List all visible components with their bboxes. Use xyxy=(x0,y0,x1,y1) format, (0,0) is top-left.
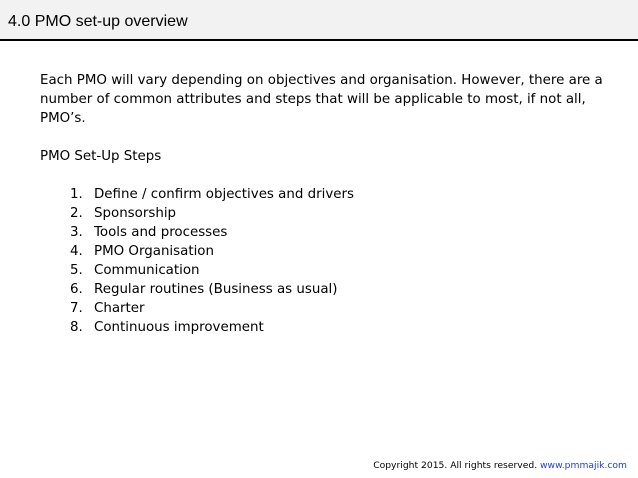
steps-list xyxy=(40,185,610,337)
slide-title: 4.0 PMO set-up overview xyxy=(8,13,188,30)
step-label: Continuous improvement xyxy=(94,320,264,335)
step-number: 3. xyxy=(70,225,83,240)
step-number: 5. xyxy=(70,263,83,278)
step-item xyxy=(40,261,610,280)
copyright-footer xyxy=(373,460,627,472)
step-number: 2. xyxy=(70,206,83,221)
step-label: Charter xyxy=(94,301,145,316)
copyright-text: Copyright 2015. All rights reserved. xyxy=(373,460,541,471)
step-label: Communication xyxy=(94,263,200,278)
step-item xyxy=(40,299,610,318)
step-label: Tools and processes xyxy=(94,225,228,240)
step-number: 1. xyxy=(70,187,83,202)
title-bar xyxy=(0,0,638,40)
step-item xyxy=(40,204,610,223)
step-number: 6. xyxy=(70,282,83,297)
step-label: PMO Organisation xyxy=(94,244,214,259)
steps-heading: PMO Set-Up Steps xyxy=(40,149,162,164)
step-item xyxy=(40,223,610,242)
step-number: 4. xyxy=(70,244,83,259)
step-number: 8. xyxy=(70,320,83,335)
title-divider xyxy=(0,39,638,41)
step-number: 7. xyxy=(70,301,83,316)
intro-paragraph: Each PMO will vary depending on objectives and organisation. However, there are a number of common attributes and steps that will be applicable to most, if not all, PMO’s. xyxy=(40,73,603,126)
step-label: Define / confirm objectives and drivers xyxy=(94,187,354,202)
step-item xyxy=(40,318,610,337)
website-link[interactable]: www.pmmajik.com xyxy=(540,460,627,471)
slide-body xyxy=(40,71,610,337)
step-label: Regular routines (Business as usual) xyxy=(94,282,338,297)
step-label: Sponsorship xyxy=(94,206,177,221)
step-item xyxy=(40,280,610,299)
step-item xyxy=(40,242,610,261)
step-item xyxy=(40,185,610,204)
